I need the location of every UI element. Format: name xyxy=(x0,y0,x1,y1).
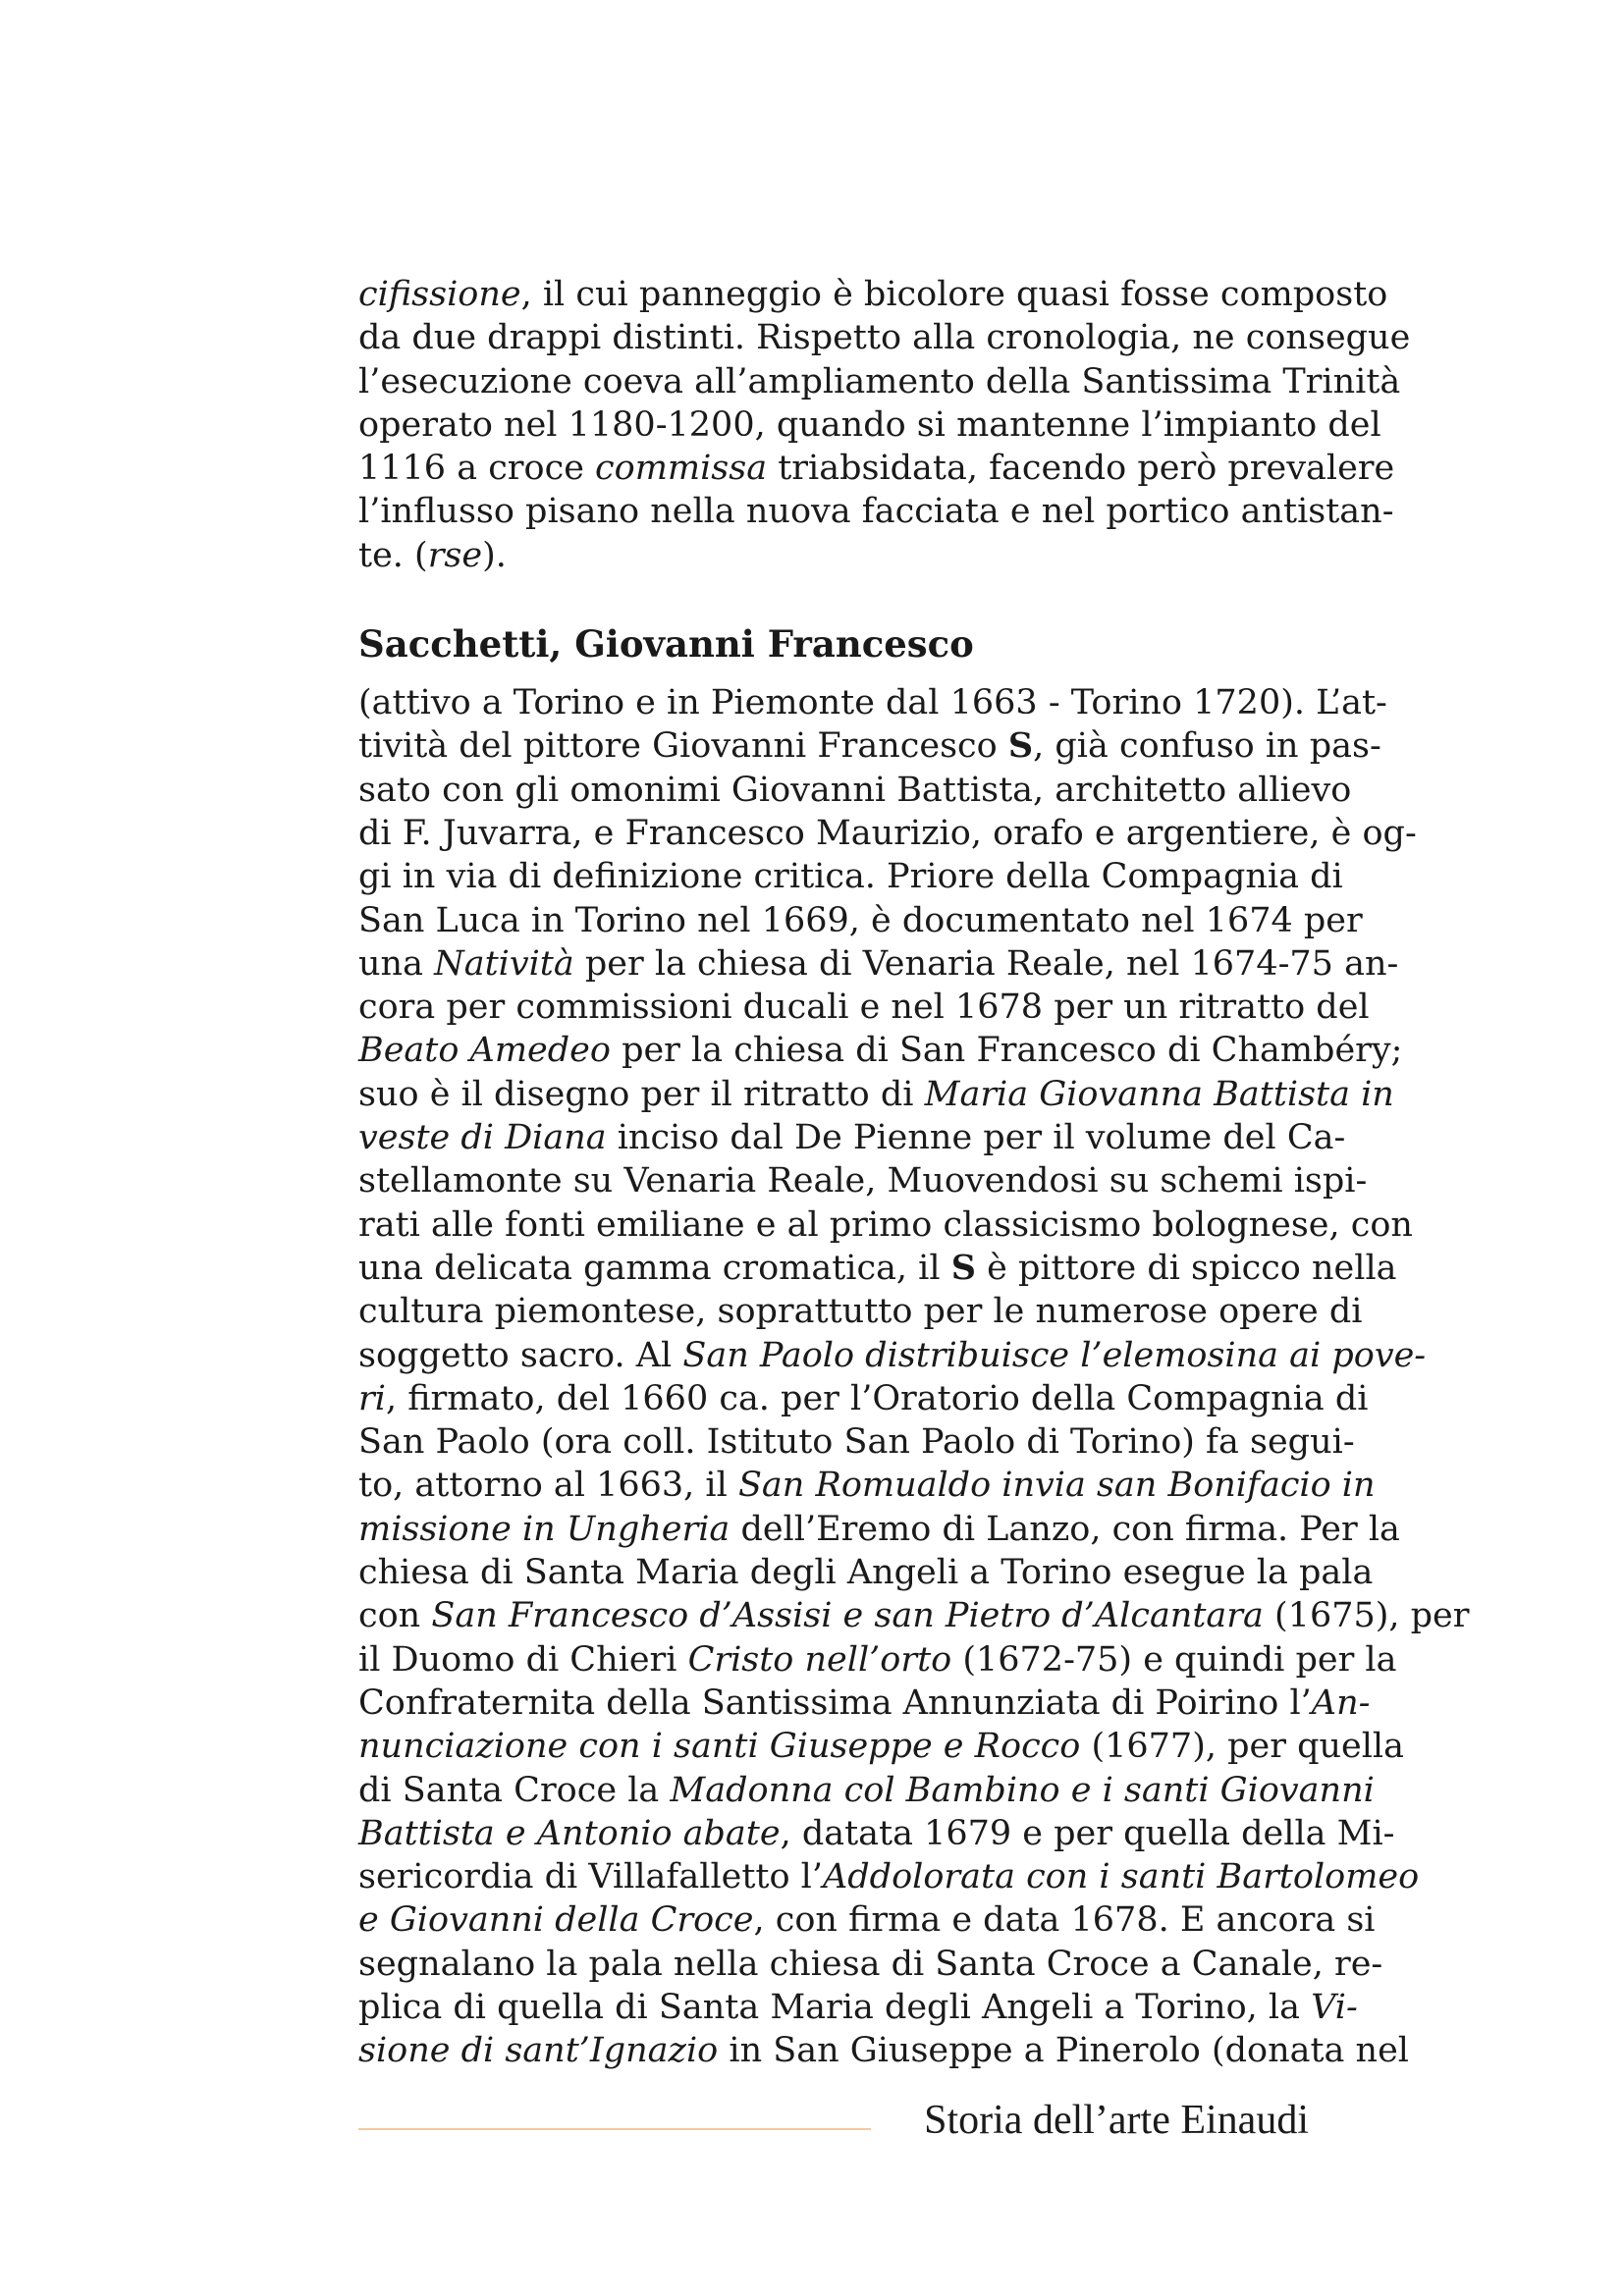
text-run: , datata 1679 e per quella della Mi- xyxy=(780,1813,1395,1853)
text-run: segnalano la pala nella chiesa di Santa Croce a Canale, re- xyxy=(358,1944,1383,1984)
text-run: gi in via di definizione critica. Priore della Compagnia di xyxy=(358,857,1343,897)
text-line xyxy=(358,1203,1413,1247)
text-run: 1116 a croce xyxy=(358,449,596,489)
text-run: suo è il disegno per il ritratto di xyxy=(358,1074,925,1114)
text-run: di F. Juvarra, e Francesco Maurizio, orafo e argentiere, è og- xyxy=(358,813,1417,853)
text-run: , con firma e data 1678. E ancora si xyxy=(753,1900,1376,1941)
italic-title: sione di sant’Ignazio xyxy=(358,2031,719,2071)
text-run: ). xyxy=(482,535,507,575)
footer-rule xyxy=(358,2128,871,2130)
text-line xyxy=(358,1943,1383,1986)
text-line xyxy=(358,273,1388,316)
text-line xyxy=(358,534,1309,577)
artist-initial: S xyxy=(950,1247,976,1288)
text-line xyxy=(358,1638,1397,1682)
text-run: sato con gli omonimi Giovanni Battista, architetto allievo xyxy=(358,770,1352,810)
italic-title: Beato Amedeo xyxy=(358,1031,611,1071)
text-run: , firmato, del 1660 ca. per l’Oratorio della Compagnia di xyxy=(385,1378,1369,1418)
text-line xyxy=(358,316,1411,359)
text-run: , il cui panneggio è bicolore quasi fosse composto xyxy=(520,275,1388,314)
page-content xyxy=(358,273,1470,2073)
text-run: (1677), per quella xyxy=(1080,1727,1404,1767)
text-run: San Luca in Torino nel 1669, è documentato nel 1674 per xyxy=(358,900,1363,940)
text-line xyxy=(358,812,1417,855)
italic-title: veste di Diana xyxy=(358,1118,607,1158)
entry-title: Sacchetti, Giovanni Francesco xyxy=(358,622,974,667)
italic-title: San Francesco d’Assisi e san Pietro d’Alcantara xyxy=(431,1596,1264,1636)
text-run: cultura piemontese, soprattutto per le numerose opere di xyxy=(358,1292,1363,1332)
text-run: soggetto sacro. Al xyxy=(358,1335,683,1375)
italic-title: Cristo nell’orto xyxy=(687,1639,952,1680)
italic-title: rse xyxy=(427,535,483,575)
footer-title: Storia dell’arte Einaudi xyxy=(924,2098,1309,2143)
text-run: per la chiesa di San Francesco di Chambéry; xyxy=(610,1031,1403,1071)
text-run: triabsidata, facendo però prevalere xyxy=(767,449,1395,489)
text-run: il Duomo di Chieri xyxy=(358,1639,688,1680)
text-line xyxy=(358,681,1387,724)
italic-title: e Giovanni della Croce xyxy=(358,1900,754,1941)
text-line xyxy=(358,1334,1427,1377)
text-run: Confraternita della Santissima Annunziata di Poirino l’ xyxy=(358,1682,1312,1723)
text-run: con xyxy=(358,1596,432,1636)
text-line xyxy=(358,1551,1374,1594)
text-line xyxy=(358,1594,1470,1637)
text-run: plica di quella di Santa Maria degli Angeli a Torino, la xyxy=(358,1987,1312,2027)
text-line xyxy=(358,769,1352,812)
text-line xyxy=(358,490,1394,533)
text-line xyxy=(358,360,1401,403)
text-run: operato nel 1180-1200, quando si mantenne l’impianto del xyxy=(358,404,1381,445)
italic-title: Maria Giovanna Battista in xyxy=(924,1074,1394,1114)
text-line xyxy=(358,1377,1369,1420)
italic-title: Natività xyxy=(434,943,574,984)
text-run: stellamonte su Venaria Reale, Muovendosi su schemi ispi- xyxy=(358,1161,1368,1201)
text-line xyxy=(358,1508,1400,1551)
text-run: to, attorno al 1663, il xyxy=(358,1466,738,1506)
text-run: l’influsso pisano nella nuova facciata e nel portico antistan- xyxy=(358,492,1394,532)
text-line xyxy=(358,1073,1394,1116)
text-run: (1672-75) e quindi per la xyxy=(951,1639,1397,1680)
page-footer xyxy=(358,2095,1309,2154)
text-line xyxy=(358,724,1381,768)
text-line xyxy=(358,1290,1363,1333)
text-line xyxy=(358,986,1370,1029)
italic-title: San Paolo distribuisce l’elemosina ai pove- xyxy=(682,1335,1427,1375)
text-line xyxy=(358,1464,1376,1507)
text-line xyxy=(358,1855,1420,1898)
text-line xyxy=(358,2029,1409,2072)
artist-initial: S xyxy=(1007,725,1034,767)
text-run: sericordia di Villafalletto l’ xyxy=(358,1857,823,1897)
text-line xyxy=(358,1247,1397,1290)
text-run: l’esecuzione coeva all’ampliamento della Santissima Trinità xyxy=(358,361,1401,401)
text-run: San Paolo (ora coll. Istituto San Paolo di Torino) fa segui- xyxy=(358,1422,1355,1463)
italic-title: cifissione xyxy=(358,275,521,314)
text-run: cora per commissioni ducali e nel 1678 per un ritratto del xyxy=(358,988,1370,1028)
text-line xyxy=(358,1116,1346,1159)
italic-title: San Romualdo invia san Bonifacio in xyxy=(737,1466,1376,1506)
italic-title: commissa xyxy=(595,449,768,489)
text-line xyxy=(358,942,1399,986)
text-line xyxy=(358,1725,1404,1768)
italic-title: missione in Ungheria xyxy=(358,1509,730,1549)
text-line xyxy=(358,1029,1403,1072)
entry-body xyxy=(358,681,1470,2073)
text-run: (1675), per xyxy=(1263,1596,1470,1636)
text-line xyxy=(358,1812,1395,1855)
text-run: inciso dal De Pienne per il volume del Ca- xyxy=(606,1118,1346,1158)
text-run: da due drappi distinti. Rispetto alla cronologia, ne consegue xyxy=(358,318,1411,358)
text-run: (attivo a Torino e in Piemonte dal 1663 - Torino 1720). L’at- xyxy=(358,683,1387,723)
text-run: in San Giuseppe a Pinerolo (donata nel xyxy=(718,2031,1409,2071)
text-line xyxy=(358,1986,1358,2029)
text-line xyxy=(358,1769,1375,1812)
text-run: tività del pittore Giovanni Francesco xyxy=(358,726,1008,767)
italic-title: Addolorata con i santi Bartolomeo xyxy=(823,1857,1420,1897)
italic-title: nunciazione con i santi Giuseppe e Rocco xyxy=(358,1727,1081,1767)
text-run: una delicata gamma cromatica, il xyxy=(358,1248,951,1288)
text-line xyxy=(358,855,1343,898)
text-run: una xyxy=(358,943,435,984)
italic-title: ri xyxy=(358,1378,386,1418)
text-line xyxy=(358,403,1381,447)
italic-title: Battista e Antonio abate xyxy=(358,1813,781,1853)
text-line xyxy=(358,1159,1368,1202)
text-line xyxy=(358,447,1395,490)
text-line xyxy=(358,1682,1371,1725)
text-run: chiesa di Santa Maria degli Angeli a Torino esegue la pala xyxy=(358,1553,1374,1593)
text-run: è pittore di spicco nella xyxy=(975,1248,1397,1288)
text-run: di Santa Croce la xyxy=(358,1770,671,1810)
italic-title: Madonna col Bambino e i santi Giovanni xyxy=(670,1770,1375,1810)
text-line xyxy=(358,1420,1355,1464)
text-line xyxy=(358,1898,1376,1942)
text-run: dell’Eremo di Lanzo, con firma. Per la xyxy=(730,1509,1400,1549)
italic-title: Vi- xyxy=(1311,1987,1358,2027)
text-run: , già confuso in pas- xyxy=(1033,726,1381,767)
text-run: rati alle fonti emiliane e al primo classicismo bolognese, con xyxy=(358,1204,1413,1245)
text-run: te. ( xyxy=(358,535,428,575)
italic-title: An- xyxy=(1311,1682,1371,1723)
text-line xyxy=(358,899,1363,942)
text-run: per la chiesa di Venaria Reale, nel 1674-75 an- xyxy=(573,943,1399,984)
intro-paragraph xyxy=(358,273,1411,577)
